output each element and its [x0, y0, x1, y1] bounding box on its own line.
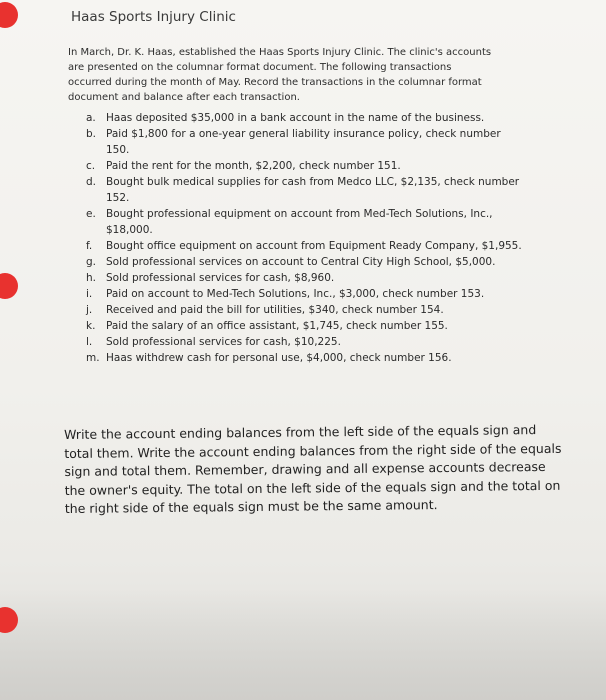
transaction-item [86, 270, 526, 286]
transaction-letter: c. [86, 160, 96, 172]
transaction-letter: m. [86, 352, 100, 364]
page-shadow [0, 590, 606, 700]
transaction-letter: d. [86, 176, 97, 188]
transaction-text: Paid on account to Med-Tech Solutions, Inc., $3,000, check number 153. [106, 288, 485, 300]
transaction-text: Bought professional equipment on account from Med-Tech Solutions, Inc., $18,000. [106, 208, 493, 236]
transaction-item [86, 126, 526, 158]
transaction-item [86, 318, 526, 334]
intro-paragraph: In March, Dr. K. Haas, established the Haas Sports Injury Clinic. The clinic's accounts are presented on the columnar format document. The following transactions occurred during the month of May. Record the transactions in the columnar format document and balance after each transaction. [68, 47, 492, 103]
transaction-text: Haas deposited $35,000 in a bank account in the name of the business. [106, 112, 485, 124]
transaction-list [86, 110, 526, 366]
transaction-text: Sold professional services for cash, $8,960. [106, 272, 335, 284]
transaction-item [86, 302, 526, 318]
transaction-text: Bought bulk medical supplies for cash from Medco LLC, $2,135, check number 152. [106, 176, 520, 204]
transaction-text: Paid $1,800 for a one-year general liability insurance policy, check number 150. [106, 128, 501, 156]
instructions-paragraph: Write the account ending balances from the left side of the equals sign and total them. Write the account ending balances from the right side of the equals sign and total them. Remember, drawing and all expense accounts decrease the owner's equity. The total on the left side of the equals sign and the total on the right side of the equals sign must be the same amount. [64, 422, 562, 516]
transaction-letter: a. [86, 112, 96, 124]
transaction-letter: g. [86, 256, 97, 268]
transaction-letter: f. [86, 240, 93, 252]
transaction-text: Paid the salary of an office assistant, $1,745, check number 155. [106, 320, 448, 332]
transaction-item [86, 110, 526, 126]
document-title: Haas Sports Injury Clinic [71, 9, 236, 25]
transaction-item [86, 254, 526, 270]
transaction-item [86, 206, 526, 238]
transaction-letter: k. [86, 320, 96, 332]
transaction-letter: e. [86, 208, 96, 220]
transaction-item [86, 286, 526, 302]
transaction-text: Bought office equipment on account from Equipment Ready Company, $1,955. [106, 240, 522, 252]
transaction-text: Sold professional services on account to Central City High School, $5,000. [106, 256, 496, 268]
transaction-item [86, 334, 526, 350]
transaction-letter: j. [86, 304, 93, 316]
transaction-letter: b. [86, 128, 97, 140]
transaction-item [86, 350, 526, 366]
transaction-letter: i. [86, 288, 93, 300]
transaction-text: Haas withdrew cash for personal use, $4,000, check number 156. [106, 352, 452, 364]
transaction-item [86, 238, 526, 254]
transaction-text: Sold professional services for cash, $10,225. [106, 336, 341, 348]
transaction-letter: h. [86, 272, 96, 284]
transaction-item [86, 174, 526, 206]
transaction-item [86, 158, 526, 174]
transaction-text: Paid the rent for the month, $2,200, check number 151. [106, 160, 401, 172]
transaction-text: Received and paid the bill for utilities, $340, check number 154. [106, 304, 444, 316]
transaction-letter: l. [86, 336, 93, 348]
